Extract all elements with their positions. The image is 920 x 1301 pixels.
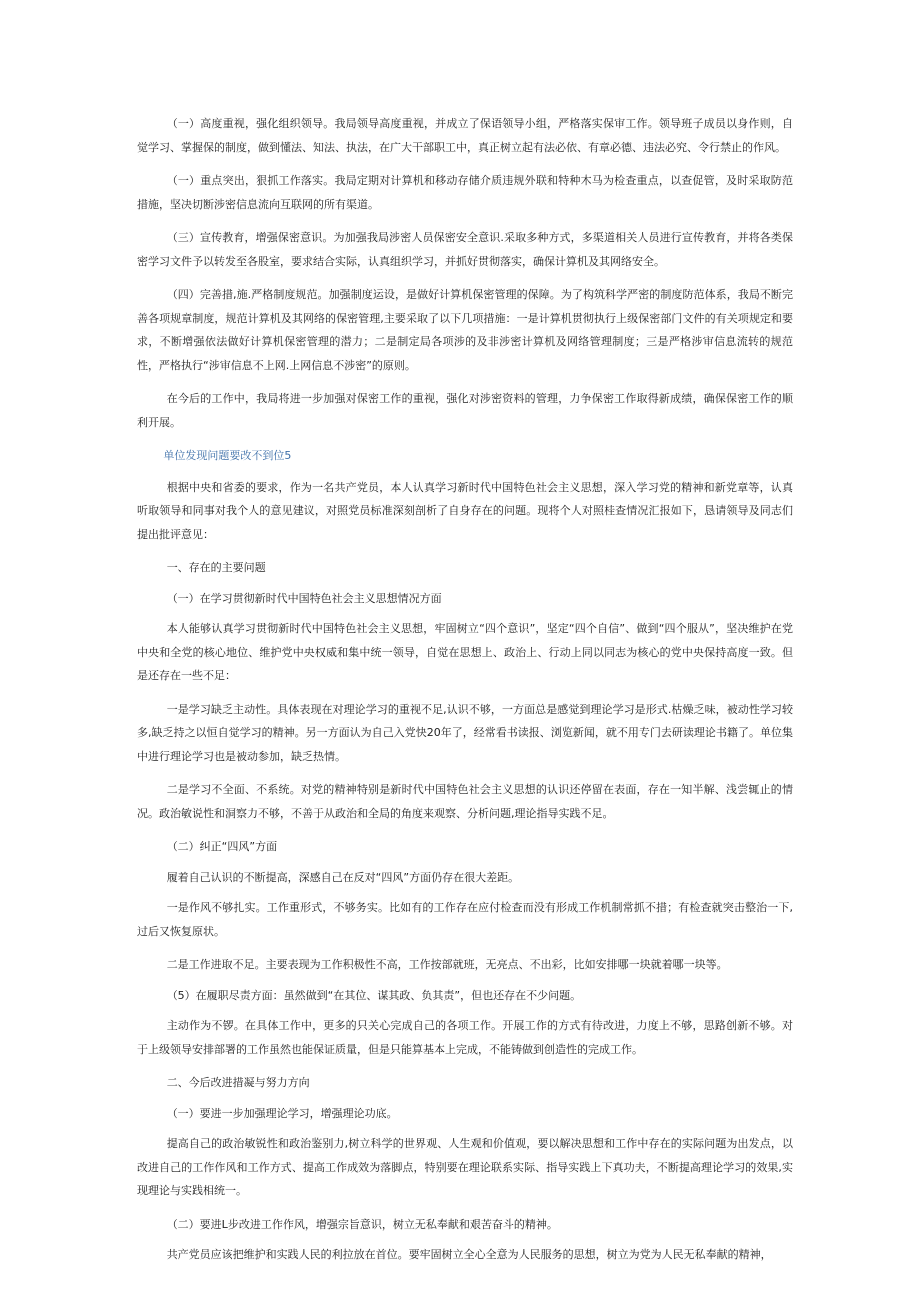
paragraph-four-winds-gap: 履着自己认识的不断提高，深感自己在反对“四风”方面仍存在很大差距。 [166,870,520,884]
paragraph-future-work: 在今后的工作中，我局将进一步加强对保密工作的重视，强化对涉密资料的管理，力争保密工作取得新成绩，确保保密工作的顺利开展。 [137,392,793,429]
subheading-duty: （5）在履职尽责方面：虽然做到“在其位、谋其政、负其责”，但也还存在不少问题。 [166,988,582,1002]
paragraph-initiative: 主动作为不锣。在具体工作中，更多的只关心完成自己的各项工作。开展工作的方式有待改进，力度上不够，思路创新不够。对于上级领导安排部署的工作虽然也能保证质量，但是只能算基本上完成，不能铸做到创造性的完成工作。 [137,1019,793,1056]
paragraph-enterprise: 二是工作进取不足。主要表现为工作积极性不高，工作按部就班，无亮点、不出彩，比如安排哪一块就着哪一块等。 [166,958,728,971]
paragraph-leadership: （一）高度重视，强化组织领导。我局领导高度重视，并成立了保语领导小组，严格落实保审工作。领导班子成员以身作则，自觉学习、掌握保的制度，做到懂法、知法、执法，在广大干部职工中，真正树立起有法必依、有章必德、违法必究、令行禁止的作风。 [137,117,793,154]
paragraph-study-systematic: 二是学习不全面、不系统。对党的精神特别是新时代中国特色社会主义思想的认识还停留在表面，存在一知半解、浅尝辄止的情况。政治敏说性和洞察力不够，不善于从政治和全局的角度来观察、分析问题,理论指导实践不足。 [137,783,793,820]
subheading-four-winds: （二）纠正“四风”方面 [166,840,278,853]
paragraph-work-style: 一是作风不够扎实。工作重形式，不够务实。比如有的工作存在应付检查而没有形成工作机制常抓不措；有检查就突击整治一下,过后又恢复原状。 [137,901,793,938]
heading-improvement: 二、今后改进措凝与努力方向 [166,1076,310,1089]
paragraph-party-member: 共产党员应该把维护和实践人民的利拉放在首位。要牢固树立全心全意为人民服务的思想，树立为党为人民无私奉献的精神， [166,1248,772,1261]
subheading-work-style: （二）要进L步改进工作作风，增强宗旨意识，树立无私奉献和艰苦奋斗的精神。 [166,1217,558,1231]
document-page [137,112,793,1277]
paragraph-theory-detail: 提高自己的政治敏锐性和政治鉴别力,树立科学的世界观、人生观和价值观，要以解决思想和工作中存在的实际问题为出发点，以改进自己的工作作风和工作方式、提高工作成效为落脚点，特别要在理论联系实际、指导实践上下真功夫，不断提高理论学习的效果,实现理论与实践相统一。 [137,1137,793,1197]
subheading-theory: （一）要进一步加强理论学习，增强理论功底。 [166,1106,398,1120]
paragraph-study-overview: 本人能够认真学习贯彻新时代中国特色社会主义思想，牢固树立“四个意识”，坚定“四个自信”、做到“四个服从”，坚决维护在党中央和全党的核心地位、维护党中央权威和集中统一领导，自觉在思想上、政治上、行动上同以同志为核心的党中央保持高度一致。但是还存在一些不足： [137,622,793,682]
subheading-study-thought: （一）在学习贯彻新时代中国特色社会主义思想情况方面 [166,591,442,605]
paragraph-study-initiative: 一是学习缺乏主动性。具体表现在对理论学习的重视不足,认识不够，一方面总是感觉到理论学习是形式.枯燥乏味，被动性学习较多,缺乏持之以恒自觉学习的精神。另一方面认为自己入党快20年了，经常看书读报、浏览新闻，就不用专门去研读理论书籍了。单位集中进行理论学习也是被动参加，缺乏热情。 [137,702,793,763]
paragraph-intro: 根据中央和省委的要求，作为一名共产党员，本人认真学习新时代中国特色社会主义思想，深入学习党的精神和新党章等，认真听取领导和同事对我个人的意见建议，对照党员标准深刻剖析了自身存在的问题。现将个人对照桂查情况汇报如下，恳请领导及同志们提出批评意见： [137,480,793,541]
paragraph-measures: （四）完善措,施.严格制度规范。加强制度运设，是做好计算机保密管理的保障。为了构筑科学严密的制度防范体系，我局不断完善各项规章制度，规范计算机及其网络的保密管理,主要采取了以下几项措施：一是计算机贯彻执行上级保密部门文件的有关项规定和要求，不断增强依法做好计算机保密管理的潜力；二是制定局各项涉的及非涉密计算机及网络管理制度；三是严格涉审信息流转的规范性，严格执行“涉审信息不上网.上网信息不涉密”的原则。 [137,288,793,372]
paragraph-key-points: （一）重点突出，狠抓工作落实。我局定期对计算机和移动存储介质违规外联和特种木马为检查重点，以查促管，及时采取防范措施，坚决切断涉密信息流向互联网的所有渠道。 [137,174,793,211]
heading-main-problems: 一、存在的主要问题 [166,561,266,574]
section-heading-link[interactable]: 单位发现问题要改不到位5 [163,449,292,462]
paragraph-publicity: （三）宣传教育，增强保密意识。为加强我局涉密人员保密安全意识.采取多种方式，多渠道相关人员进行宣传教育，并将各类保密学习文件予以转发至各股室，要求结合实际，认真组织学习，并抓好贯彻落实，确保计算机及其网络安全。 [137,231,793,268]
